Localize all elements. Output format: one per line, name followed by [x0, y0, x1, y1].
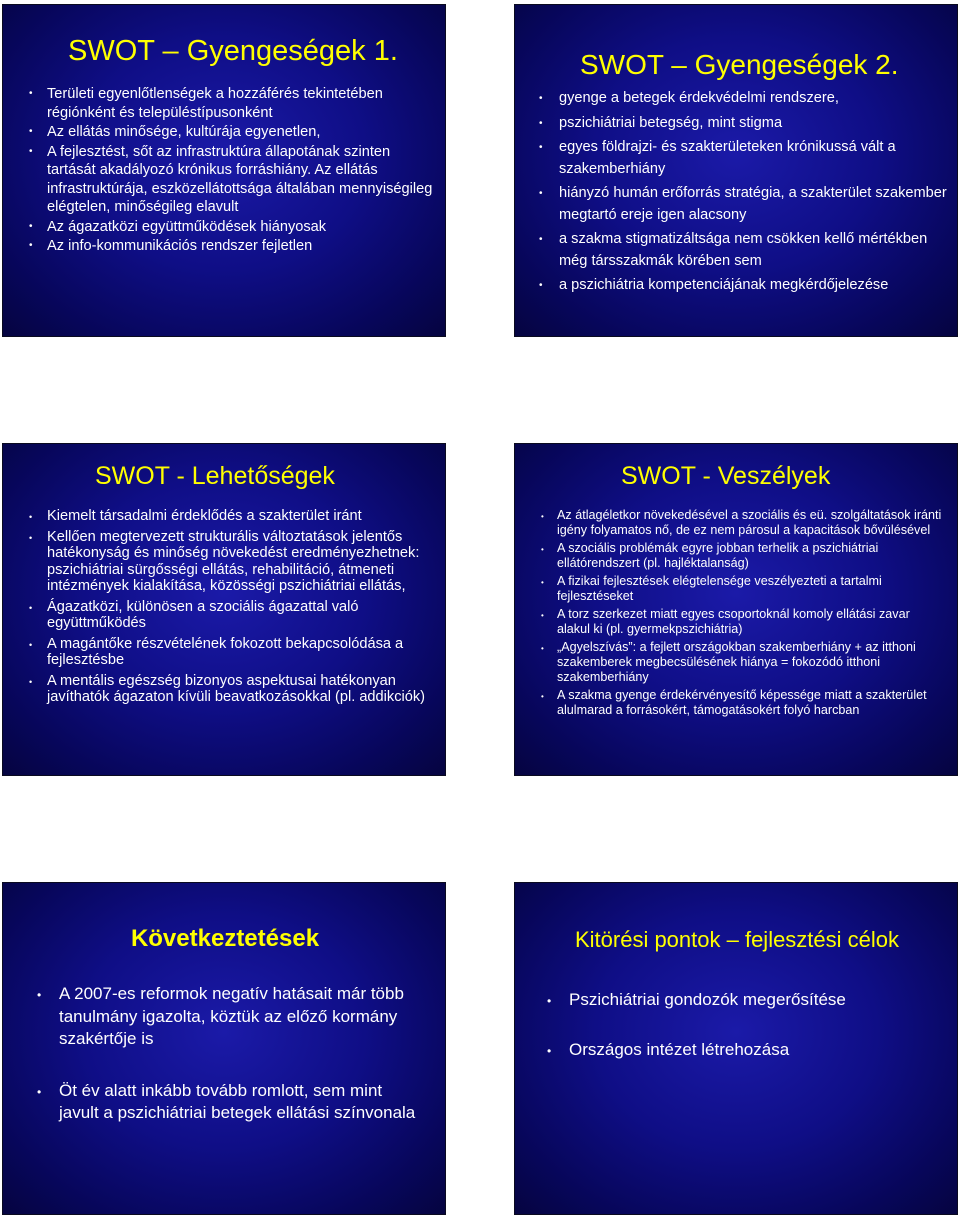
list-item [541, 508, 946, 538]
list-item-text: A mentális egészség bizonyos aspektusai hatékonyan javíthatók ágazaton kívüli beavatkozásokkal (pl. addikciók) [47, 672, 426, 705]
list-item [539, 113, 949, 135]
bullet-icon: • [29, 602, 33, 613]
list-item-text: Az ellátás minősége, kultúrája egyenetlen, [47, 124, 321, 140]
bullet-icon: • [29, 512, 33, 522]
slide-title: Következtetések [130, 925, 320, 952]
list-item-text: Öt év alatt inkább tovább romlott, sem mint javult a pszichiátriai betegek ellátási színvonala [59, 1080, 416, 1122]
list-item [29, 123, 434, 142]
list-item [29, 143, 434, 217]
slide-threats [514, 443, 958, 776]
bullet-icon: • [541, 611, 544, 620]
bullet-icon: • [539, 188, 543, 199]
list-item-text: A szakma gyenge érdekérvényesítő képessége miatt a szakterület alulmarad a forrásokért, támogatásokért folyó harcban [557, 688, 927, 717]
slide-breakout-points [514, 882, 958, 1215]
list-item-text: A torz szerkezet miatt egyes csoportoknál komoly ellátási zavar alakul ki (pl. gyermekpszichiátria) [557, 607, 910, 636]
list-item-text: Kellően megtervezett strukturális változtatások jelentős hatékonyság és minőség növekedést eredményezhetnek: pszichiátriai sürgősségi ellátás, rehabilitáció, átmeneti intézmények kialakítása, közösségi pszichiátriai ellátás, [47, 528, 420, 594]
list-item-text: pszichiátriai betegség, mint stigma [559, 114, 783, 131]
bullet-list [37, 983, 417, 1154]
slide-title: SWOT – Gyengeségek 1. [68, 35, 398, 67]
list-item [541, 574, 946, 604]
list-item-text: gyenge a betegek érdekvédelmi rendszere, [559, 90, 839, 106]
bullet-icon: • [37, 988, 42, 1002]
slide-title: SWOT - Lehetőségek [95, 462, 335, 490]
bullet-icon: • [539, 234, 543, 245]
list-item-text: Országos intézet létrehozása [569, 1040, 790, 1059]
list-item [29, 508, 434, 525]
list-item-text: „Agyelszívás”: a fejlett országokban szakemberhiány + az itthoni szakemberek megbecsülésének hiánya = fokozódó itthoni szakemberhiány [557, 640, 916, 684]
list-item [29, 599, 434, 632]
list-item [29, 218, 434, 237]
list-item-text: a szakma stigmatizáltsága nem csökken kellő mértékben még társszakmák körében sem [559, 231, 928, 269]
list-item-text: A fejlesztést, sőt az infrastruktúra állapotának szinten tartását akadályozó krónikus forráshiány. Az ellátás infrastruktúrája, eszközellátottsága általában mennyiségileg elégtelen, minőségileg elavult [47, 143, 433, 215]
bullet-icon: • [539, 280, 543, 291]
bullet-icon: • [29, 532, 33, 543]
list-item [539, 88, 949, 110]
bullet-icon: • [29, 676, 33, 687]
bullet-icon: • [539, 117, 543, 129]
list-item [539, 137, 949, 180]
slide-conclusions [2, 882, 446, 1215]
bullet-list [541, 508, 946, 721]
bullet-icon: • [29, 220, 33, 232]
bullet-list [539, 88, 949, 300]
list-item-text: Ágazatközi, különösen a szociális ágazattal való együttműködés [47, 598, 359, 631]
list-item [29, 237, 434, 256]
slide-title: SWOT - Veszélyek [621, 462, 831, 490]
bullet-icon: • [29, 126, 33, 137]
bullet-icon: • [539, 142, 543, 153]
list-item [547, 989, 937, 1011]
list-item [29, 673, 434, 706]
bullet-icon: • [29, 240, 33, 251]
list-item-text: hiányzó humán erőforrás stratégia, a szakterület szakember megtartó ereje igen alacsony [559, 185, 947, 223]
list-item [539, 229, 949, 272]
bullet-list [29, 508, 434, 710]
bullet-icon: • [547, 1044, 552, 1058]
list-item [541, 541, 946, 571]
list-item [29, 636, 434, 669]
list-item [539, 275, 949, 297]
slide-opportunities [2, 443, 446, 776]
list-item-text: Az ágazatközi együttműködések hiányosak [47, 218, 327, 235]
list-item [547, 1039, 937, 1061]
bullet-icon: • [541, 644, 544, 653]
bullet-icon: • [541, 512, 544, 521]
list-item-text: A szociális problémák egyre jobban terhelik a pszichiátriai ellátórendszert (pl. hajléktalanság) [557, 541, 879, 570]
bullet-icon: • [541, 692, 544, 701]
bullet-icon: • [541, 545, 544, 554]
bullet-icon: • [37, 1084, 42, 1099]
bullet-list [29, 85, 434, 257]
list-item [541, 607, 946, 637]
list-item-text: Kiemelt társadalmi érdeklődés a szakterület iránt [47, 508, 362, 524]
bullet-icon: • [539, 93, 543, 104]
slide-title: Kitörési pontok – fejlesztési célok [574, 927, 900, 952]
slide-weaknesses-1 [2, 4, 446, 337]
slide-title: SWOT – Gyengeségek 2. [580, 49, 899, 80]
list-item-text: A fizikai fejlesztések elégtelensége veszélyezteti a tartalmi fejlesztéseket [557, 574, 882, 603]
list-item [541, 640, 946, 685]
list-item [29, 529, 434, 595]
list-item-text: Az átlagéletkor növekedésével a szociális és eü. szolgáltatások iránti igény folyamatos nő, de ez nem párosul a kapacitások bővülésével [557, 508, 942, 537]
bullet-icon: • [541, 578, 544, 587]
list-item [539, 183, 949, 226]
list-item [29, 85, 434, 122]
bullet-icon: • [29, 88, 33, 99]
bullet-icon: • [547, 994, 552, 1008]
list-item-text: Pszichiátriai gondozók megerősítése [569, 990, 846, 1009]
list-item [541, 688, 946, 718]
bullet-icon: • [29, 639, 33, 650]
bullet-icon: • [29, 145, 33, 157]
list-item-text: a pszichiátria kompetenciájának megkérdőjelezése [559, 277, 889, 293]
list-item-text: egyes földrajzi- és szakterületeken krónikussá vált a szakemberhiány [559, 139, 896, 177]
list-item-text: Az info-kommunikációs rendszer fejletlen [47, 238, 313, 254]
list-item-text: A 2007-es reformok negatív hatásait már több tanulmány igazolta, köztük az előző kormány szakértője is [59, 984, 404, 1048]
list-item-text: A magántőke részvételének fokozott bekapcsolódása a fejlesztésbe [47, 635, 404, 668]
list-item [37, 1080, 417, 1125]
bullet-list [547, 989, 937, 1089]
list-item [37, 983, 417, 1051]
list-item-text: Területi egyenlőtlenségek a hozzáférés tekintetében régiónként és településtípusonként [47, 86, 383, 121]
slide-weaknesses-2 [514, 4, 958, 337]
